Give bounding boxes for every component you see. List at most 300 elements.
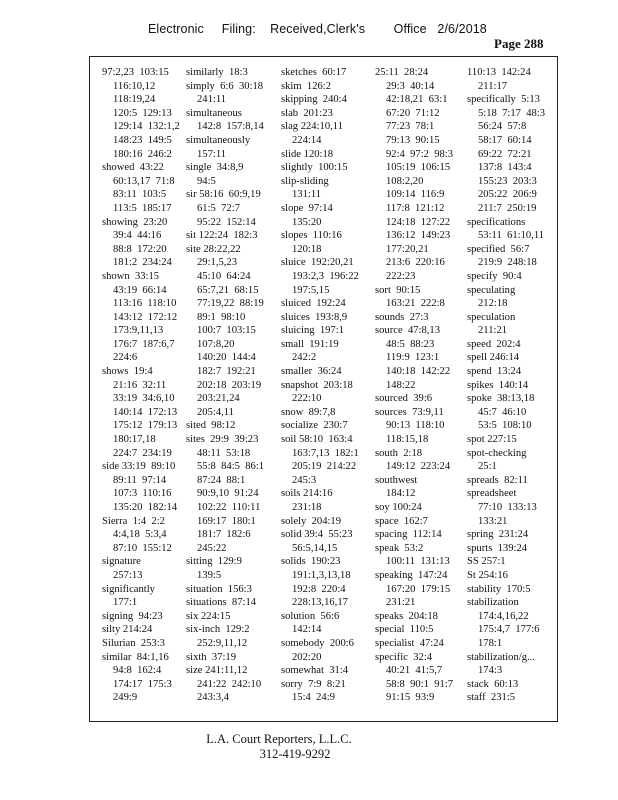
index-entry xyxy=(281,515,371,529)
index-term-line: staff 231:5 xyxy=(467,692,516,704)
index-term-line: Silurian 253:3 xyxy=(102,637,165,649)
index-term-line: south 2:18 xyxy=(375,447,423,459)
index-term-line: sit 122:24 182:3 xyxy=(186,230,258,242)
index-reference-line: 211:7 250:19 xyxy=(478,202,537,214)
index-term-line: spreadsheet xyxy=(467,488,517,500)
index-reference-line: 173:9,11,13 xyxy=(113,325,164,337)
index-term-line: spoke 38:13,18 xyxy=(467,393,535,405)
index-entry xyxy=(281,365,371,379)
index-entry xyxy=(102,583,192,610)
index-entry xyxy=(186,419,276,433)
index-term-line: sited 98:12 xyxy=(186,420,236,432)
index-entry xyxy=(375,474,465,501)
index-entry xyxy=(375,542,465,569)
index-column-2 xyxy=(186,66,276,705)
index-term-line: specialist 47:24 xyxy=(375,637,444,649)
index-reference-line: 177:1 xyxy=(113,597,138,609)
index-reference-line: 205:19 214:22 xyxy=(292,461,357,473)
index-term-line: sort 90:15 xyxy=(375,284,421,296)
index-entry xyxy=(102,515,192,556)
index-term-line: speculation xyxy=(467,311,516,323)
index-term-line: sketches 60:17 xyxy=(281,67,347,78)
index-term-line: speak 53:2 xyxy=(375,542,424,554)
index-entry xyxy=(281,202,371,229)
index-reference-line: 5:18 7:17 48:3 xyxy=(478,107,546,119)
index-term-line: spot 227:15 xyxy=(467,434,517,446)
index-term-line: spreads 82:11 xyxy=(467,474,528,486)
index-term-line: solely 204:19 xyxy=(281,515,342,527)
index-reference-line: 94:5 xyxy=(197,175,216,187)
index-reference-line: 219:9 248:18 xyxy=(478,257,537,269)
index-entry xyxy=(102,365,192,460)
index-reference-line: 83:11 103:5 xyxy=(113,189,167,201)
index-entry xyxy=(102,66,192,161)
index-reference-line: 60:13,17 71:8 xyxy=(113,175,175,187)
index-term-line: silty 214:24 xyxy=(102,624,153,636)
index-reference-line: 129:14 132:1,2 xyxy=(113,121,180,133)
index-reference-line: 109:14 116:9 xyxy=(386,189,445,201)
index-reference-line: 113:16 118:10 xyxy=(113,298,177,310)
index-reference-line: 178:1 xyxy=(478,637,503,649)
index-term-line: slip-sliding xyxy=(281,175,329,187)
index-entry xyxy=(186,107,276,134)
index-reference-line: 100:7 103:15 xyxy=(197,325,256,337)
index-reference-line: 241:11 xyxy=(197,94,227,106)
index-entry xyxy=(467,569,557,583)
index-reference-line: 105:19 106:15 xyxy=(386,162,451,174)
index-reference-line: 69:22 72:21 xyxy=(478,148,532,160)
index-term-line: snow 89:7,8 xyxy=(281,406,336,418)
index-reference-line: 213:6 220:16 xyxy=(386,257,445,269)
index-reference-line: 77:19,22 88:19 xyxy=(197,298,264,310)
index-entry xyxy=(186,651,276,665)
index-entry xyxy=(186,664,276,705)
index-entry xyxy=(375,324,465,392)
index-reference-line: 124:18 127:22 xyxy=(386,216,451,228)
index-reference-line: 118:15,18 xyxy=(386,434,429,446)
index-term-line: slightly 100:15 xyxy=(281,162,348,174)
index-reference-line: 148:23 149:5 xyxy=(113,134,172,146)
index-entry xyxy=(186,161,276,188)
index-entry xyxy=(186,433,276,555)
index-entry xyxy=(467,474,557,488)
index-reference-line: 95:22 152:14 xyxy=(197,216,256,228)
index-reference-line: 33:19 34:6,10 xyxy=(113,393,175,405)
index-reference-line: 205:4,11 xyxy=(197,406,234,418)
index-entry xyxy=(467,284,557,311)
index-term-line: snapshot 203:18 xyxy=(281,379,353,391)
index-reference-line: 241:22 242:10 xyxy=(197,678,262,690)
index-reference-line: 140:18 142:22 xyxy=(386,366,451,378)
index-reference-line: 245:22 xyxy=(197,542,227,554)
index-term-line: sixth 37:19 xyxy=(186,651,237,663)
index-reference-line: 133:21 xyxy=(478,515,508,527)
index-term-line: specific 32:4 xyxy=(375,651,433,663)
index-entry xyxy=(467,216,557,243)
index-entry xyxy=(102,637,192,651)
index-entry xyxy=(375,447,465,474)
index-term-line: 97:2,23 103:15 xyxy=(102,67,169,78)
index-reference-line: 119:9 123:1 xyxy=(386,352,440,364)
index-entry xyxy=(467,365,557,379)
index-entry xyxy=(375,311,465,325)
index-term-line: slopes 110:16 xyxy=(281,230,342,242)
index-term-line: site 28:22,22 xyxy=(186,243,241,255)
index-column-4 xyxy=(375,66,465,705)
index-entry xyxy=(102,555,192,582)
index-term-line: St 254:16 xyxy=(467,569,508,581)
index-reference-line: 191:1,3,13,18 xyxy=(292,569,351,581)
index-reference-line: 79:13 90:15 xyxy=(386,134,440,146)
index-reference-line: 257:13 xyxy=(113,569,143,581)
index-reference-line: 231:21 xyxy=(386,597,416,609)
index-entry xyxy=(375,623,465,637)
index-term-line: skim 126:2 xyxy=(281,80,332,92)
index-column-3 xyxy=(281,66,371,705)
index-reference-line: 91:15 93:9 xyxy=(386,692,435,704)
index-term-line: solid 39:4 55:23 xyxy=(281,529,353,541)
index-entry xyxy=(375,515,465,529)
index-entry xyxy=(186,243,276,420)
index-term-line: spurts 139:24 xyxy=(467,542,528,554)
index-reference-line: 131:11 xyxy=(292,189,322,201)
index-reference-line: 143:12 172:12 xyxy=(113,311,178,323)
index-term-line: simply 6:6 30:18 xyxy=(186,80,264,92)
index-reference-line: 21:16 32:11 xyxy=(113,379,167,391)
index-entry xyxy=(281,419,371,433)
index-reference-line: 211:17 xyxy=(478,80,508,92)
index-reference-line: 139:5 xyxy=(197,569,222,581)
index-entry xyxy=(467,93,557,215)
index-reference-line: 245:3 xyxy=(292,474,317,486)
index-reference-line: 157:11 xyxy=(197,148,227,160)
index-term-line: somewhat 31:4 xyxy=(281,665,349,677)
index-entry xyxy=(375,610,465,624)
court-reporter-phone: 312-419-9292 xyxy=(259,747,331,761)
index-entry xyxy=(186,555,276,582)
index-reference-line: 39:4 44:16 xyxy=(113,230,162,242)
index-entry xyxy=(375,637,465,651)
index-reference-line: 29:3 40:14 xyxy=(386,80,435,92)
index-reference-line: 142:14 xyxy=(292,624,322,636)
index-entry xyxy=(281,637,371,664)
index-entry xyxy=(375,66,465,284)
index-term-line: signing 94:23 xyxy=(102,610,163,622)
index-reference-line: 224:6 xyxy=(113,352,138,364)
index-entry xyxy=(281,338,371,365)
index-reference-line: 58:8 90:1 91:7 xyxy=(386,678,454,690)
index-term-line: simultaneous xyxy=(186,107,242,119)
index-entry xyxy=(375,392,465,406)
index-reference-line: 222:10 xyxy=(292,393,322,405)
index-entry xyxy=(375,569,465,610)
index-reference-line: 135:20 182:14 xyxy=(113,502,178,513)
index-reference-line: 140:20 144:4 xyxy=(197,352,256,364)
index-reference-line: 15:4 24:9 xyxy=(292,692,335,704)
index-reference-line: 205:22 206:9 xyxy=(478,189,537,201)
index-reference-line: 222:23 xyxy=(386,270,416,282)
index-entry xyxy=(186,80,276,107)
index-entry xyxy=(186,623,276,650)
index-term-line: similarly 18:3 xyxy=(186,67,248,78)
index-term-line: shows 19:4 xyxy=(102,366,153,378)
index-reference-line: 176:7 187:6,7 xyxy=(113,338,175,350)
index-column-5 xyxy=(467,66,557,705)
index-reference-line: 48:11 53:18 xyxy=(197,447,251,459)
index-term-line: side 33:19 89:10 xyxy=(102,461,176,473)
index-reference-line: 94:8 162:4 xyxy=(113,665,162,677)
index-term-line: slab 201:23 xyxy=(281,107,333,119)
index-entry xyxy=(281,610,371,637)
index-entry xyxy=(102,623,192,637)
index-entry xyxy=(467,351,557,365)
index-term-line: stabilization/g... xyxy=(467,651,535,663)
index-term-line: smaller 36:24 xyxy=(281,366,342,378)
index-term-line: sources 73:9,11 xyxy=(375,406,444,418)
index-reference-line: 155:23 203:3 xyxy=(478,175,537,187)
index-term-line: sorry 7:9 8:21 xyxy=(281,678,346,690)
court-reporter-name: L.A. Court Reporters, L.L.C. xyxy=(206,732,352,746)
index-reference-line: 163:7,13 182:1 xyxy=(292,447,359,459)
index-reference-line: 67:20 71:12 xyxy=(386,107,440,119)
index-reference-line: 53:11 61:10,11 xyxy=(478,230,545,242)
index-entry xyxy=(467,66,557,93)
index-reference-line: 136:12 149:23 xyxy=(386,230,451,242)
index-term-line: soils 214:16 xyxy=(281,488,333,500)
index-term-line: sluices 193:8,9 xyxy=(281,311,348,323)
index-reference-line: 89:11 97:14 xyxy=(113,474,167,486)
index-entry xyxy=(102,216,192,270)
index-entry xyxy=(467,651,557,678)
index-term-line: showed 43:22 xyxy=(102,162,164,174)
index-entry xyxy=(186,583,276,597)
index-reference-line: 40:21 41:5,7 xyxy=(386,665,443,677)
index-term-line: specified 56:7 xyxy=(467,243,530,255)
index-reference-line: 120:5 129:13 xyxy=(113,107,172,119)
index-entry xyxy=(467,691,557,705)
index-entry xyxy=(281,311,371,325)
index-frame xyxy=(89,56,558,722)
index-reference-line: 100:11 131:13 xyxy=(386,556,450,568)
index-entry xyxy=(467,447,557,474)
index-reference-line: 88:8 172:20 xyxy=(113,243,167,255)
index-reference-line: 243:3,4 xyxy=(197,692,230,704)
index-entry xyxy=(467,542,557,556)
index-term-line: special 110:5 xyxy=(375,624,434,636)
index-reference-line: 148:22 xyxy=(386,379,416,391)
index-entry xyxy=(281,161,371,175)
index-reference-line: 87:24 88:1 xyxy=(197,474,246,486)
index-reference-line: 174:3 xyxy=(478,665,503,677)
index-entry xyxy=(375,651,465,705)
index-reference-line: 142:8 157:8,14 xyxy=(197,121,264,133)
index-reference-line: 45:7 46:10 xyxy=(478,406,527,418)
index-entry xyxy=(375,528,465,542)
index-reference-line: 252:9,11,12 xyxy=(197,637,248,649)
index-term-line: slope 97:14 xyxy=(281,202,333,214)
index-entry xyxy=(467,528,557,542)
index-reference-line: 202:20 xyxy=(292,651,322,663)
index-term-line: soy 100:24 xyxy=(375,502,422,513)
index-entry xyxy=(467,311,557,338)
index-reference-line: 180:17,18 xyxy=(113,434,156,446)
index-reference-line: 118:19,24 xyxy=(113,94,156,106)
index-entry xyxy=(467,596,557,650)
index-term-line: socialize 230:7 xyxy=(281,420,348,432)
index-reference-line: 25:1 xyxy=(478,461,497,473)
index-reference-line: 56:24 57:8 xyxy=(478,121,527,133)
index-reference-line: 181:7 182:6 xyxy=(197,529,251,541)
index-reference-line: 29:1,5,23 xyxy=(197,257,238,269)
index-term-line: speaking 147:24 xyxy=(375,569,448,581)
index-reference-line: 92:4 97:2 98:3 xyxy=(386,148,454,160)
index-entry xyxy=(467,243,557,270)
index-term-line: sounds 27:3 xyxy=(375,311,429,323)
index-term-line: similar 84:1,16 xyxy=(102,651,169,663)
index-term-line: size 241:11,12 xyxy=(186,665,248,677)
page-number: Page 288 xyxy=(494,36,544,51)
index-entry xyxy=(281,229,371,256)
index-term-line: soil 58:10 163:4 xyxy=(281,434,353,446)
index-entry xyxy=(281,379,371,406)
index-reference-line: 58:17 60:14 xyxy=(478,134,532,146)
index-entry xyxy=(467,555,557,569)
index-reference-line: 175:12 179:13 xyxy=(113,420,178,432)
index-term-line: sourced 39:6 xyxy=(375,393,433,405)
index-reference-line: 53:5 108:10 xyxy=(478,420,532,432)
index-reference-line: 211:21 xyxy=(478,325,508,337)
index-entry xyxy=(281,664,371,678)
index-reference-line: 108:2,20 xyxy=(386,175,424,187)
index-reference-line: 102:22 110:11 xyxy=(197,502,261,513)
index-entry xyxy=(281,406,371,420)
index-term-line: somebody 200:6 xyxy=(281,637,354,649)
index-term-line: sluiced 192:24 xyxy=(281,298,346,310)
index-reference-line: 242:2 xyxy=(292,352,317,364)
index-entry xyxy=(186,134,276,161)
index-reference-line: 169:17 180:1 xyxy=(197,515,256,527)
index-term-line: speaks 204:18 xyxy=(375,610,438,622)
index-entry xyxy=(467,392,557,433)
index-term-line: space 162:7 xyxy=(375,515,428,527)
index-reference-line: 167:20 179:15 xyxy=(386,583,451,595)
index-reference-line: 90:9,10 91:24 xyxy=(197,488,259,500)
index-reference-line: 180:16 246:2 xyxy=(113,148,172,160)
index-reference-line: 202:18 203:19 xyxy=(197,379,262,391)
index-reference-line: 184:12 xyxy=(386,488,416,500)
index-entry xyxy=(281,80,371,94)
index-reference-line: 56:5,14,15 xyxy=(292,542,338,554)
index-term-line: small 191:19 xyxy=(281,338,339,350)
index-reference-line: 163:21 222:8 xyxy=(386,298,445,310)
index-entry xyxy=(467,379,557,393)
index-reference-line: 42:18,21 63:1 xyxy=(386,94,448,106)
index-reference-line: 48:5 88:23 xyxy=(386,338,435,350)
index-term-line: sitting 129:9 xyxy=(186,556,242,568)
index-reference-line: 177:20,21 xyxy=(386,243,429,255)
index-entry xyxy=(102,460,192,514)
index-reference-line: 140:14 172:13 xyxy=(113,406,178,418)
index-term-line: slide 120:18 xyxy=(281,148,334,160)
index-term-line: spot-checking xyxy=(467,447,527,459)
index-reference-line: 87:10 155:12 xyxy=(113,542,172,554)
index-entry xyxy=(102,651,192,705)
index-term-line: slag 224:10,11 xyxy=(281,121,343,133)
index-term-line: 110:13 142:24 xyxy=(467,67,531,78)
index-term-line: 25:11 28:24 xyxy=(375,67,429,78)
index-term-line: sluicing 197:1 xyxy=(281,325,344,337)
index-entry xyxy=(281,555,371,609)
index-entry xyxy=(281,120,371,147)
index-term-line: stack 60:13 xyxy=(467,678,519,690)
index-term-line: solution 56:6 xyxy=(281,610,340,622)
index-entry xyxy=(467,270,557,284)
index-term-line: single 34:8,9 xyxy=(186,162,244,174)
index-entry xyxy=(281,297,371,311)
index-term-line: source 47:8,13 xyxy=(375,325,441,337)
index-entry xyxy=(102,610,192,624)
index-entry xyxy=(281,256,371,297)
index-term-line: spring 231:24 xyxy=(467,529,529,541)
index-term-line: Sierra 1:4 2:2 xyxy=(102,515,165,527)
index-reference-line: 117:8 121:12 xyxy=(386,202,445,214)
index-term-line: spikes 140:14 xyxy=(467,379,529,391)
index-reference-line: 175:4,7 177:6 xyxy=(478,624,540,636)
index-term-line: SS 257:1 xyxy=(467,556,506,568)
index-entry xyxy=(281,148,371,162)
index-entry xyxy=(467,487,557,528)
index-reference-line: 55:8 84:5 86:1 xyxy=(197,461,265,473)
index-entry xyxy=(281,528,371,555)
index-entry xyxy=(467,678,557,692)
index-reference-line: 4:4,18 5:3,4 xyxy=(113,529,167,541)
index-entry xyxy=(375,406,465,447)
index-reference-line: 120:18 xyxy=(292,243,322,255)
index-entry xyxy=(375,501,465,515)
index-entry xyxy=(467,338,557,352)
index-entry xyxy=(281,678,371,705)
index-entry xyxy=(102,270,192,365)
index-reference-line: 231:18 xyxy=(292,502,322,513)
index-term-line: southwest xyxy=(375,474,418,486)
index-reference-line: 224:14 xyxy=(292,134,322,146)
index-entry xyxy=(281,66,371,80)
index-term-line: simultaneously xyxy=(186,134,251,146)
index-term-line: situations 87:14 xyxy=(186,597,257,609)
index-reference-line: 135:20 xyxy=(292,216,322,228)
index-term-line: specifically 5:13 xyxy=(467,94,540,106)
index-reference-line: 203:21,24 xyxy=(197,393,240,405)
index-reference-line: 113:5 185:17 xyxy=(113,202,172,214)
index-entry xyxy=(375,284,465,311)
index-entry xyxy=(281,433,371,487)
index-term-line: stabilization xyxy=(467,597,519,609)
index-reference-line: 174:17 175:3 xyxy=(113,678,172,690)
index-reference-line: 61:5 72:7 xyxy=(197,202,240,214)
index-reference-line: 197:5,15 xyxy=(292,284,330,296)
index-term-line: skipping 240:4 xyxy=(281,94,347,106)
index-term-line: sites 29:9 39:23 xyxy=(186,434,259,446)
index-entry xyxy=(102,161,192,215)
index-term-line: spacing 112:14 xyxy=(375,529,442,541)
index-entry xyxy=(186,229,276,243)
index-term-line: stability 170:5 xyxy=(467,583,531,595)
index-reference-line: 182:7 192:21 xyxy=(197,366,256,378)
index-term-line: solids 190:23 xyxy=(281,556,341,568)
index-reference-line: 43:19 66:14 xyxy=(113,284,167,296)
index-reference-line: 149:12 223:24 xyxy=(386,461,451,473)
index-term-line: spend 13:24 xyxy=(467,366,522,378)
